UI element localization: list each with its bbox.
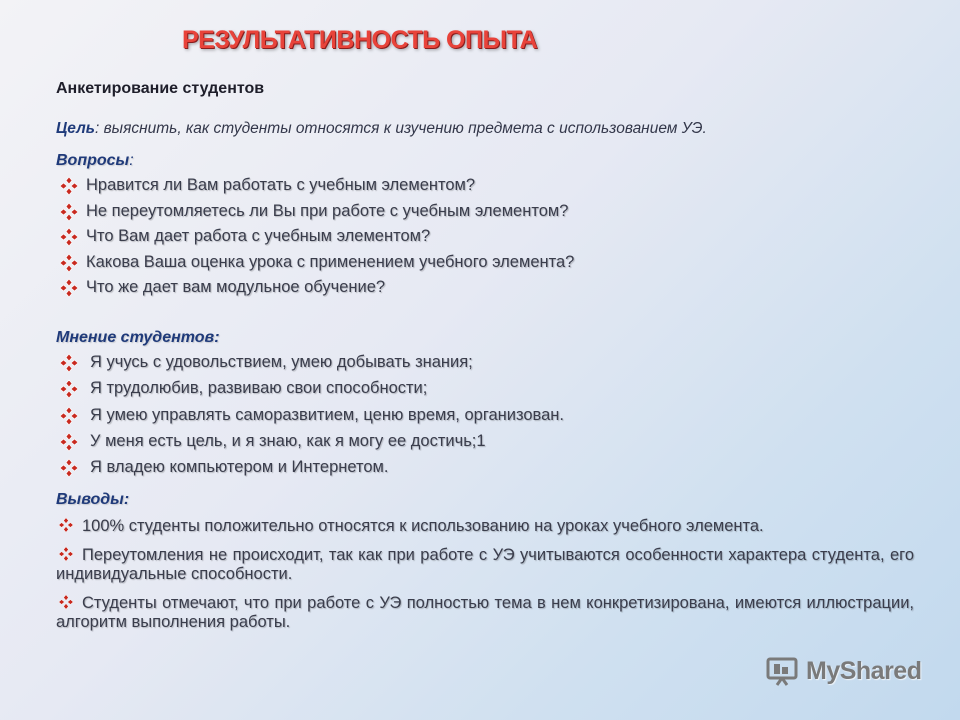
opinion-text: Я владею компьютером и Интернетом. <box>90 458 389 477</box>
diamond-bullet-icon <box>59 227 79 247</box>
diamond-bullet-icon <box>59 176 79 196</box>
question-text: Нравится ли Вам работать с учебным элементом? <box>86 176 476 194</box>
opinion-text: У меня есть цель, и я знаю, как я могу ее достичь;1 <box>90 431 486 450</box>
diamond-bullet-icon <box>56 594 76 610</box>
diamond-bullet-icon <box>59 278 79 298</box>
diamond-bullet-icon <box>59 353 79 373</box>
goal-line <box>56 120 707 138</box>
opinion-item <box>56 379 564 405</box>
diamond-bullet-icon <box>56 517 76 533</box>
conclusion-text: Студенты отмечают, что при работе с УЭ полностью тема в нем конкретизирована, имеются иллюстрации, алгоритм выполнения работы. <box>56 594 914 631</box>
conclusions-list <box>56 515 914 640</box>
question-item <box>56 227 574 253</box>
opinion-text: Я умею управлять саморазвитием, ценю время, организован. <box>90 405 564 424</box>
diamond-bullet-icon <box>59 432 79 452</box>
question-text: Не переутомляетесь ли Вы при работе с учебным элементом? <box>86 201 569 220</box>
opinion-item <box>56 406 564 432</box>
question-text: Что Вам дает работа с учебным элементом? <box>86 227 431 245</box>
slide-title: РЕЗУЛЬТАТИВНОСТЬ ОПЫТА <box>182 26 538 54</box>
conclusion-text: 100% студенты положительно относятся к использованию на уроках учебного элемента. <box>82 517 764 535</box>
conclusions-heading: Выводы: <box>56 491 130 508</box>
opinions-list <box>56 353 564 484</box>
questions-heading-text: Вопросы <box>56 152 130 169</box>
conclusion-text: Переутомления не происходит, так как при работе с УЭ учитываются особенности характера студента, его индивидуальные способности. <box>56 546 914 583</box>
diamond-bullet-icon <box>59 406 79 426</box>
presentation-board-icon <box>766 656 800 686</box>
question-item <box>56 176 574 202</box>
opinions-heading: Мнение студентов: <box>56 329 220 346</box>
opinion-item <box>56 353 564 379</box>
diamond-bullet-icon <box>59 202 79 222</box>
opinion-text: Я трудолюбив, развиваю свои способности; <box>90 379 428 398</box>
opinion-item <box>56 432 564 458</box>
diamond-bullet-icon <box>59 379 79 399</box>
conclusion-item <box>56 515 914 536</box>
goal-label: Цель <box>56 120 95 137</box>
watermark <box>766 656 921 686</box>
conclusion-item <box>56 592 914 632</box>
slide-subtitle: Анкетирование студентов <box>56 80 265 97</box>
watermark-text: MyShared <box>806 656 922 685</box>
questions-heading-colon: : <box>129 152 134 169</box>
questions-list <box>56 176 574 304</box>
opinion-text: Я учусь с удовольствием, умею добывать знания; <box>90 353 473 371</box>
diamond-bullet-icon <box>59 458 79 478</box>
question-item <box>56 253 574 279</box>
conclusion-item <box>56 544 914 584</box>
diamond-bullet-icon <box>59 253 79 273</box>
opinion-item <box>56 458 564 484</box>
goal-text: : выяснить, как студенты относятся к изучению предмета с использованием УЭ. <box>94 120 707 137</box>
diamond-bullet-icon <box>56 546 76 562</box>
question-text: Какова Ваша оценка урока с применением учебного элемента? <box>86 252 575 271</box>
question-item <box>56 278 574 304</box>
question-text: Что же дает вам модульное обучение? <box>86 278 386 296</box>
question-item <box>56 202 574 228</box>
questions-heading <box>56 152 134 170</box>
